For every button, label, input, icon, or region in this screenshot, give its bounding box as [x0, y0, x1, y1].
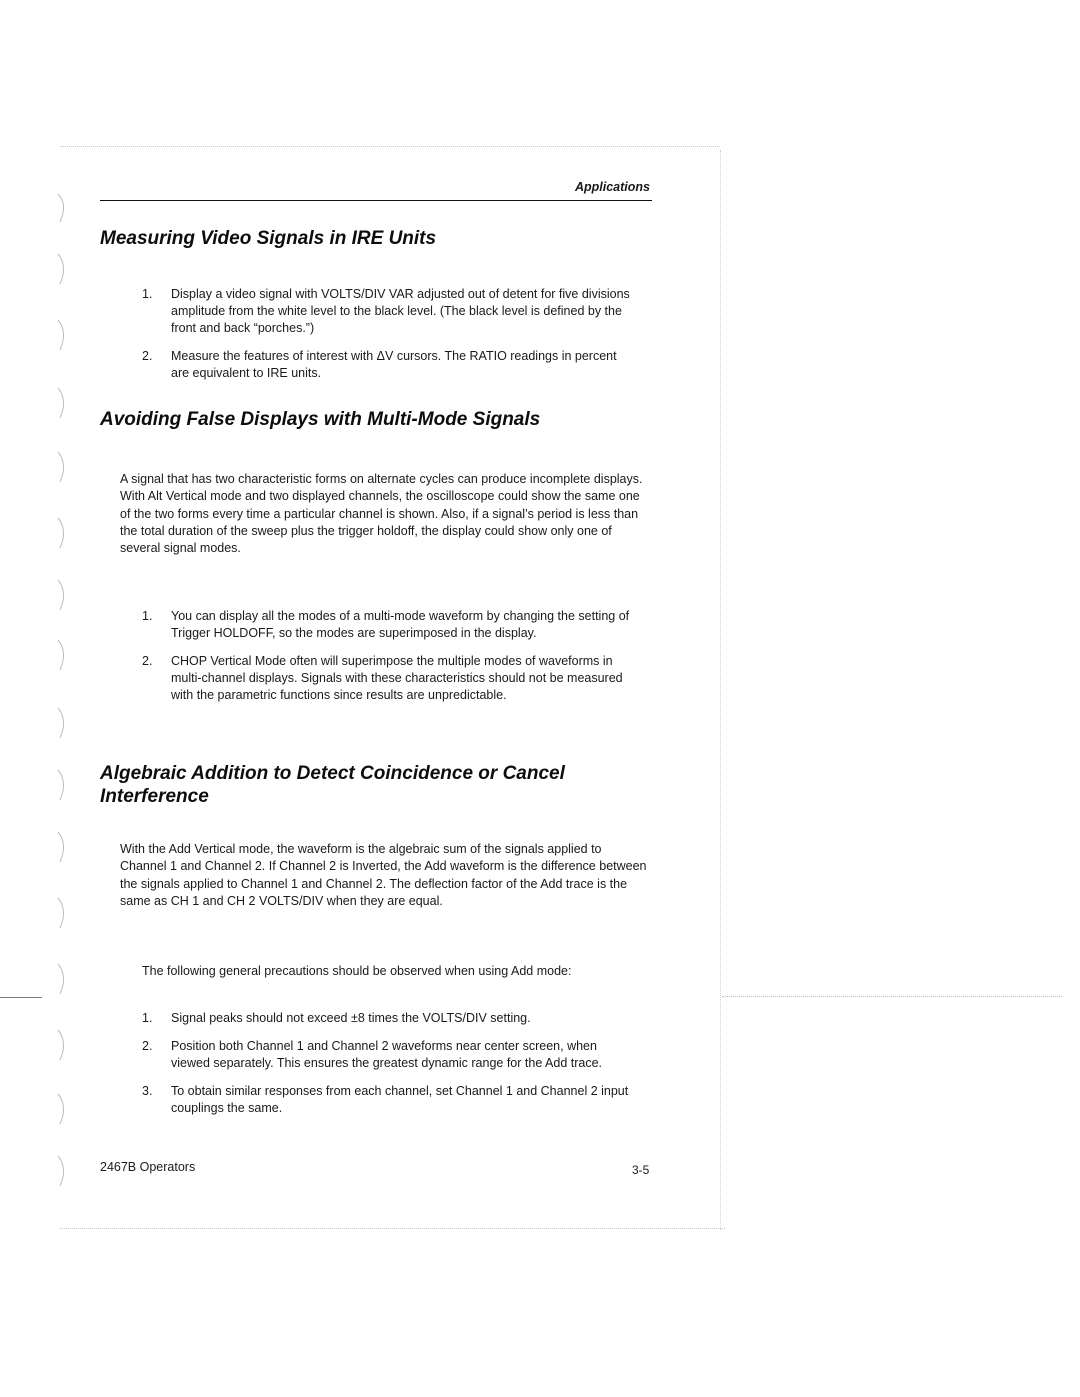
- list-item: [142, 608, 632, 642]
- scan-edge-right-tail: [722, 996, 1062, 997]
- step-number: 1.: [142, 1011, 153, 1025]
- scan-dash-left: [0, 997, 42, 998]
- list-item: [142, 348, 632, 382]
- list-item: [142, 1010, 632, 1027]
- running-head-label: Applications: [574, 180, 650, 194]
- algebraic-paragraph: With the Add Vertical mode, the waveform is the algebraic sum of the signals applied to Channel 1 and Channel 2. If Channel 2 is Inverted, the Add waveform is the difference between the signals applied to Channel 1 and Channel 2. The deflection factor of the Add trace is the same as CH 1 and CH 2 VOLTS/DIV when they are equal.: [120, 842, 647, 908]
- section-title-false-displays: Avoiding False Displays with Multi-Mode Signals: [100, 409, 541, 430]
- footer-page-number: 3-5: [632, 1163, 650, 1177]
- step-text: Position both Channel 1 and Channel 2 waveforms near center screen, when viewed separately. This ensures the greatest dynamic range for the Add trace.: [171, 1039, 603, 1070]
- step-text: You can display all the modes of a multi-mode waveform by changing the setting of Trigger HOLDOFF, so the modes are superimposed in the display.: [171, 609, 630, 640]
- precautions-intro: The following general precautions should be observed when using Add mode:: [142, 964, 572, 978]
- list-item: [142, 1083, 632, 1117]
- step-text: To obtain similar responses from each channel, set Channel 1 and Channel 2 input couplings the same.: [171, 1084, 629, 1115]
- step-number: 1.: [142, 609, 153, 623]
- step-number: 1.: [142, 287, 153, 301]
- step-text: CHOP Vertical Mode often will superimpose the multiple modes of waveforms in multi-channel displays. Signals with these characteristics should not be measured with the parametric functions since results are unpredictable.: [171, 654, 623, 702]
- list-item: [142, 653, 632, 704]
- list-item: [142, 1038, 632, 1072]
- running-header: [100, 178, 652, 201]
- step-text: Measure the features of interest with ΔV cursors. The RATIO readings in percent are equivalent to IRE units.: [171, 349, 617, 380]
- scan-edge-top: [60, 146, 720, 147]
- add-precautions-list: [142, 1010, 632, 1128]
- scan-edge-right: [720, 150, 721, 1230]
- step-text: Signal peaks should not exceed ±8 times the VOLTS/DIV setting.: [171, 1011, 531, 1025]
- list-item: [142, 286, 632, 337]
- step-text: Display a video signal with VOLTS/DIV VAR adjusted out of detent for five divisions amplitude from the white level to the black level. (The black level is defined by the front and back “porches.”): [171, 287, 630, 335]
- step-number: 2.: [142, 349, 153, 363]
- binder-hole-marks: [50, 180, 80, 1200]
- ire-steps-list: [142, 286, 632, 393]
- step-number: 3.: [142, 1084, 153, 1098]
- step-number: 2.: [142, 1039, 153, 1053]
- section-title-ire: Measuring Video Signals in IRE Units: [100, 228, 437, 249]
- step-number: 2.: [142, 654, 153, 668]
- false-displays-steps-list: [142, 608, 632, 715]
- false-displays-paragraph: A signal that has two characteristic forms on alternate cycles can produce incomplete displays. With Alt Vertical mode and two displayed channels, the oscilloscope could show the same one of the two forms every time a particular channel is shown. Also, if a signal’s period is less than the total duration of the sweep plus the trigger holdoff, the display could show only one of several signal modes.: [120, 472, 643, 556]
- section-title-algebraic: Algebraic Addition to Detect Coincidence or Cancel Interference: [100, 763, 565, 807]
- scan-edge-bottom: [60, 1228, 725, 1229]
- footer-manual-name: 2467B Operators: [100, 1160, 196, 1174]
